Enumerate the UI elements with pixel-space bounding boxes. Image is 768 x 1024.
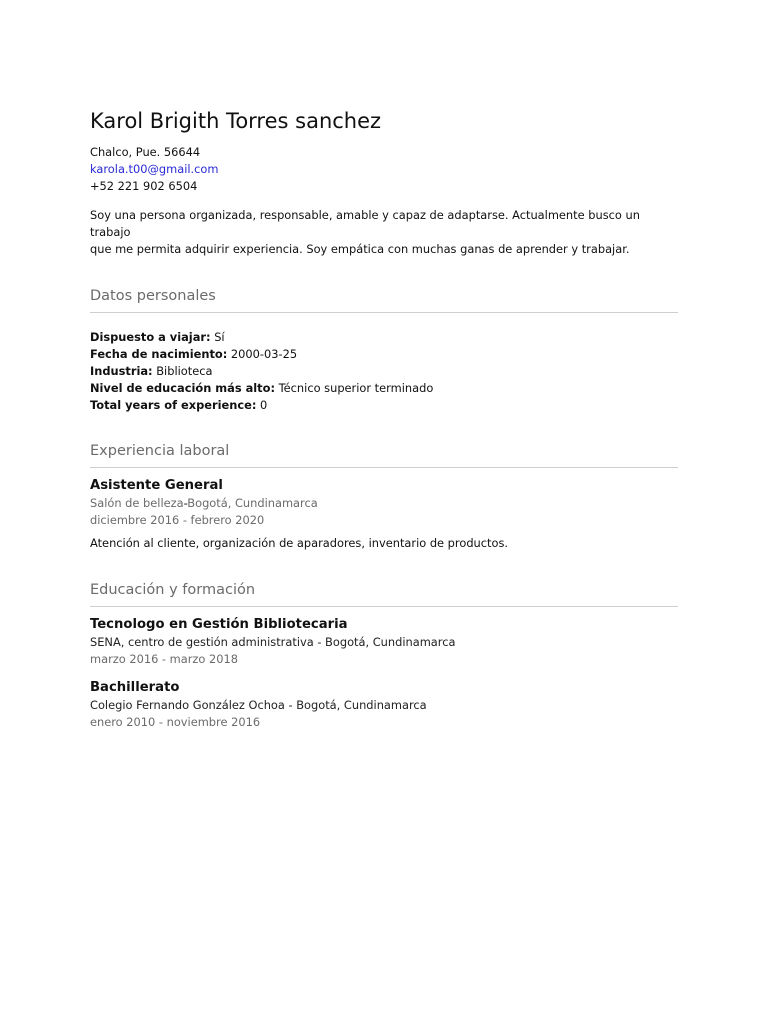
- education-entry: [90, 616, 678, 668]
- email-link[interactable]: karola.t00@gmail.com: [90, 162, 219, 176]
- personal-item-experience-years: [90, 397, 678, 414]
- education-dates: enero 2010 - noviembre 2016: [90, 715, 261, 729]
- personal-item-label: Total years of experience:: [90, 398, 257, 412]
- education-title: Tecnologo en Gestión Bibliotecaria: [90, 617, 348, 632]
- section-divider: [90, 467, 678, 468]
- candidate-name: Karol Brigith Torres sanchez: [90, 109, 382, 133]
- education-institution: SENA, centro de gestión administrativa - Bogotá, Cundinamarca: [90, 635, 456, 649]
- personal-item-label: Industria:: [90, 364, 153, 378]
- location-text: Chalco, Pue. 56644: [90, 145, 201, 159]
- email-row: [90, 161, 678, 178]
- personal-item-birthdate: [90, 346, 678, 363]
- summary-line-2: que me permita adquirir experiencia. Soy empática con muchas ganas de aprender y trabajar.: [90, 242, 630, 256]
- personal-item-industry: [90, 363, 678, 380]
- section-title-personal: Datos personales: [90, 288, 216, 304]
- summary-line-1: Soy una persona organizada, responsable, amable y capaz de adaptarse. Actualmente busco un trabajo: [90, 208, 640, 239]
- section-divider: [90, 606, 678, 607]
- personal-item-label: Nivel de educación más alto:: [90, 381, 276, 395]
- education-title: Bachillerato: [90, 680, 180, 695]
- education-dates: marzo 2016 - marzo 2018: [90, 652, 238, 666]
- personal-section: [90, 286, 678, 414]
- personal-item-label: Fecha de nacimiento:: [90, 347, 228, 361]
- job-company-location: Salón de belleza-Bogotá, Cundinamarca: [90, 496, 318, 510]
- section-title-education: Educación y formación: [90, 582, 256, 598]
- personal-item-education-level: [90, 380, 678, 397]
- personal-item-travel: [90, 329, 678, 346]
- personal-item-value: Biblioteca: [156, 364, 213, 378]
- education-institution: Colegio Fernando González Ochoa - Bogotá, Cundinamarca: [90, 698, 427, 712]
- section-title-experience: Experiencia laboral: [90, 443, 230, 459]
- job-location: Bogotá, Cundinamarca: [187, 496, 318, 510]
- personal-item-value: Técnico superior terminado: [278, 381, 434, 395]
- personal-item-value: 2000-03-25: [230, 347, 298, 361]
- personal-item-label: Dispuesto a viajar:: [90, 330, 211, 344]
- job-dates: diciembre 2016 - febrero 2020: [90, 513, 265, 527]
- job-company: Salón de belleza: [90, 496, 184, 510]
- job-title: Asistente General: [90, 478, 223, 493]
- phone-text: +52 221 902 6504: [90, 179, 198, 193]
- personal-details-list: [90, 329, 678, 414]
- personal-item-value: Sí: [214, 330, 225, 344]
- experience-section: [90, 441, 678, 552]
- job-entry: [90, 477, 678, 552]
- education-section: [90, 580, 678, 731]
- section-divider: [90, 312, 678, 313]
- job-description: Atención al cliente, organización de aparadores, inventario de productos.: [90, 536, 509, 550]
- education-entry: [90, 679, 678, 731]
- summary-paragraph: [90, 207, 678, 258]
- personal-item-value: 0: [260, 398, 268, 412]
